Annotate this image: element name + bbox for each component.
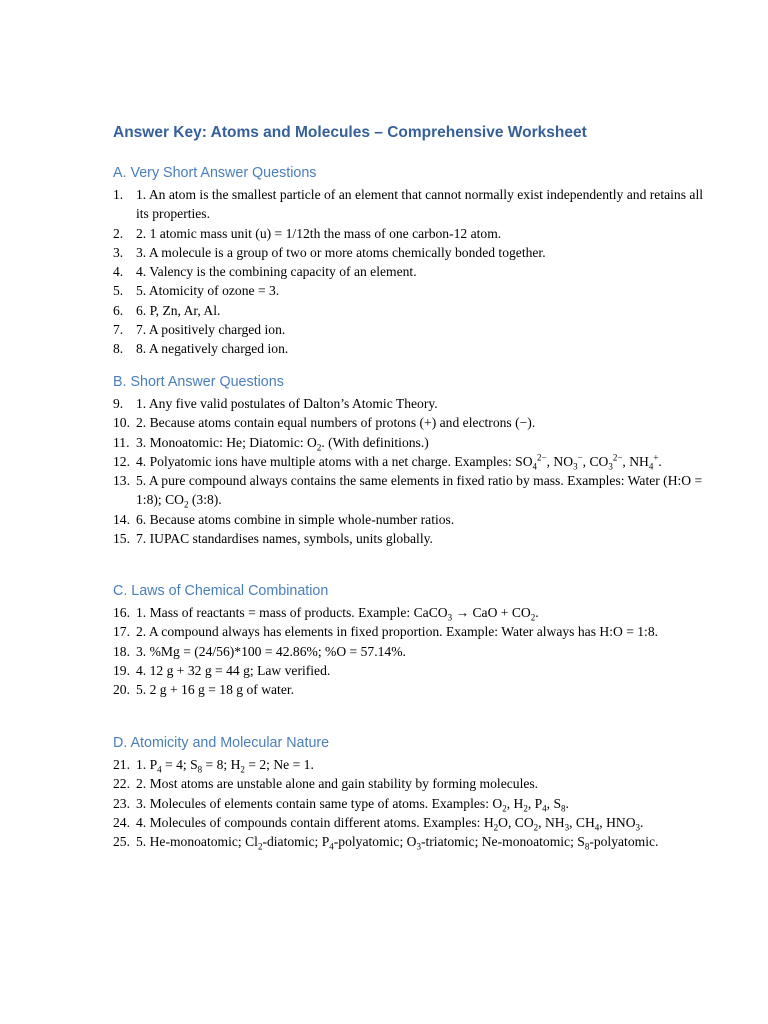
- answer-number: 20.: [113, 682, 130, 698]
- superscript: 2−: [612, 452, 623, 463]
- answer-item: [113, 642, 708, 661]
- answer-text: [136, 452, 708, 471]
- subscript: 8: [584, 841, 590, 852]
- answer-item: [113, 813, 708, 832]
- subscript: 3: [635, 822, 641, 833]
- answer-item: [113, 794, 708, 813]
- answer-item: [113, 433, 708, 452]
- answer-number: 11.: [113, 434, 130, 450]
- section-very-short-answer: [113, 164, 708, 359]
- answer-item: [113, 452, 708, 471]
- answer-number: 19.: [113, 662, 130, 678]
- subscript: 4: [542, 803, 547, 814]
- answer-number: 10.: [113, 415, 130, 431]
- answer-number: 15.: [113, 531, 130, 547]
- answer-text: [136, 832, 708, 851]
- text-run: -diatomic; P: [262, 834, 330, 850]
- superscript: +: [653, 452, 659, 463]
- answer-number: 8.: [113, 341, 124, 357]
- answer-text: [136, 642, 708, 661]
- answer-item: [113, 394, 708, 413]
- answer-number: 16.: [113, 605, 130, 620]
- text-run: , P: [527, 795, 543, 811]
- answer-item: [113, 243, 708, 262]
- answer-text: [136, 224, 708, 243]
- text-run: = 2; Ne = 1.: [244, 757, 314, 772]
- answer-item: [113, 281, 708, 300]
- answer-text: [136, 301, 708, 320]
- answer-text: [136, 185, 708, 224]
- text-run: , CH: [569, 814, 595, 830]
- text-run: 3. Molecules of elements contain same type of atoms. Examples: O: [136, 795, 503, 811]
- answer-text: [136, 413, 708, 432]
- text-run: , H: [506, 795, 524, 811]
- text-run: 2. Most atoms are unstable alone and gain stability by forming molecules.: [136, 776, 539, 792]
- answer-number: 24.: [113, 814, 130, 830]
- subscript: 3: [564, 822, 570, 833]
- answer-number: 4.: [113, 264, 124, 280]
- superscript: −: [577, 452, 583, 463]
- subscript: 4: [157, 764, 162, 775]
- text-run: 5. A pure compound always contains the same elements in fixed ratio by mass. Examples: Water (H:O = 1:8); CO: [136, 473, 703, 508]
- text-run: -polyatomic.: [589, 834, 659, 850]
- text-run: 1. An atom is the smallest particle of an element that cannot normally exist independently and retains all its properties.: [136, 187, 704, 222]
- section-heading: A. Very Short Answer Questions: [113, 165, 317, 181]
- answer-text: [136, 755, 708, 774]
- answer-number: 17.: [113, 624, 130, 640]
- text-run: → CaO + CO: [452, 605, 531, 620]
- subscript: 4: [329, 841, 334, 852]
- text-run: .: [640, 814, 644, 830]
- subscript: 3: [608, 461, 613, 472]
- answer-text: [136, 680, 708, 699]
- section-atomicity-molecular-nature: [113, 734, 708, 851]
- answer-number: 18.: [113, 643, 130, 659]
- text-run: , S: [546, 795, 562, 811]
- answer-item: [113, 755, 708, 774]
- answer-text: [136, 529, 708, 548]
- answer-number: 9.: [113, 396, 124, 411]
- text-run: 6. Because atoms combine in simple whole-number ratios.: [136, 511, 455, 527]
- text-run: 3. %Mg = (24/56)*100 = 42.86%; %O = 57.14%.: [136, 643, 406, 659]
- text-run: (3:8).: [188, 492, 222, 508]
- text-run: , NH: [622, 453, 649, 469]
- subscript: 2: [533, 822, 539, 833]
- answer-text: [136, 262, 708, 281]
- answer-number: 6.: [113, 302, 124, 318]
- text-run: 1. Any five valid postulates of Dalton’s Atomic Theory.: [136, 396, 438, 411]
- text-run: . (With definitions.): [321, 434, 429, 450]
- subscript: 4: [532, 461, 538, 472]
- answer-item: [113, 832, 708, 851]
- text-run: , HNO: [599, 814, 636, 830]
- answer-list: [113, 394, 708, 548]
- section-heading: C. Laws of Chemical Combination: [113, 583, 329, 599]
- text-run: 4. Molecules of compounds contain different atoms. Examples: H: [136, 814, 494, 830]
- section-heading: D. Atomicity and Molecular Nature: [113, 735, 330, 751]
- answer-number: 14.: [113, 511, 130, 527]
- answer-text: [136, 622, 708, 641]
- section-heading: B. Short Answer Questions: [113, 374, 284, 390]
- section-short-answer: [113, 373, 708, 548]
- answer-item: [113, 510, 708, 529]
- subscript: 2: [240, 764, 245, 775]
- answer-item: [113, 529, 708, 548]
- text-run: 6. P, Zn, Ar, Al.: [136, 302, 221, 318]
- text-run: , NH: [538, 814, 565, 830]
- answer-list: [113, 755, 708, 851]
- answer-number: 12.: [113, 453, 130, 469]
- answer-text: [136, 433, 708, 452]
- subscript: 8: [197, 764, 203, 775]
- text-run: = 8; H: [202, 757, 241, 772]
- answer-text: [136, 813, 708, 832]
- text-run: 4. 12 g + 32 g = 44 g; Law verified.: [136, 662, 331, 678]
- text-run: 4. Polyatomic ions have multiple atoms with a net charge. Examples: SO: [136, 453, 533, 469]
- text-run: .: [565, 795, 569, 811]
- answer-number: 2.: [113, 225, 124, 241]
- text-run: 2. 1 atomic mass unit (u) = 1/12th the mass of one carbon-12 atom.: [136, 225, 502, 241]
- subscript: 2: [530, 612, 536, 623]
- subscript: 3: [573, 461, 578, 472]
- page-title: Answer Key: Atoms and Molecules – Comprehensive Worksheet: [113, 124, 587, 141]
- text-run: 5. He-monoatomic; Cl: [136, 834, 258, 850]
- answer-item: [113, 680, 708, 699]
- subscript: 2: [316, 442, 322, 453]
- answer-text: [136, 661, 708, 680]
- answer-number: 1.: [113, 187, 124, 202]
- text-run: O, CO: [498, 814, 534, 830]
- answer-item: [113, 413, 708, 432]
- text-run: 1. P: [136, 757, 158, 772]
- text-run: 5. Atomicity of ozone = 3.: [136, 283, 280, 299]
- answer-item: [113, 471, 708, 510]
- answer-text: [136, 510, 708, 529]
- text-run: 3. Monoatomic: He; Diatomic: O: [136, 434, 317, 450]
- subscript: 8: [561, 803, 566, 814]
- answer-number: 21.: [113, 757, 130, 772]
- answer-text: [136, 794, 708, 813]
- answer-text: [136, 320, 708, 339]
- text-run: 2. Because atoms contain equal numbers of protons (+) and electrons (−).: [136, 415, 536, 431]
- text-run: 3. A molecule is a group of two or more atoms chemically bonded together.: [136, 244, 546, 260]
- answer-number: 7.: [113, 322, 124, 338]
- answer-item: [113, 224, 708, 243]
- answer-list: [113, 603, 708, 699]
- subscript: 2: [493, 822, 499, 833]
- text-run: = 4; S: [161, 757, 198, 772]
- answer-item: [113, 185, 708, 224]
- answer-text: [136, 339, 708, 358]
- text-run: 2. A compound always has elements in fixed proportion. Example: Water always has H:O = 1:8.: [136, 624, 659, 640]
- subscript: 2: [502, 803, 507, 814]
- answer-item: [113, 339, 708, 358]
- answer-text: [136, 394, 708, 413]
- subscript: 2: [183, 500, 189, 511]
- answer-item: [113, 301, 708, 320]
- answer-text: [136, 603, 708, 622]
- answer-number: 22.: [113, 776, 130, 792]
- answer-text: [136, 774, 708, 793]
- text-run: 8. A negatively charged ion.: [136, 341, 289, 357]
- answer-item: [113, 622, 708, 641]
- superscript: 2−: [537, 452, 547, 463]
- answer-item: [113, 262, 708, 281]
- text-run: -triatomic; Ne-monoatomic; S: [420, 834, 585, 850]
- subscript: 3: [416, 841, 421, 852]
- subscript: 3: [447, 612, 453, 623]
- text-run: 7. A positively charged ion.: [136, 322, 286, 338]
- text-run: , NO: [546, 453, 574, 469]
- text-run: , CO: [582, 453, 609, 469]
- answer-item: [113, 603, 708, 622]
- subscript: 2: [257, 841, 263, 852]
- subscript: 4: [594, 822, 600, 833]
- text-run: -polyatomic; O: [333, 834, 417, 850]
- section-laws-of-chemical-combination: [113, 582, 708, 699]
- answer-list: [113, 185, 708, 359]
- answer-text: [136, 281, 708, 300]
- text-run: .: [658, 453, 662, 469]
- text-run: .: [535, 605, 539, 620]
- text-run: 1. Mass of reactants = mass of products. Example: CaCO: [136, 605, 448, 620]
- text-run: 7. IUPAC standardises names, symbols, units globally.: [136, 531, 433, 547]
- answer-number: 3.: [113, 244, 124, 260]
- answer-text: [136, 243, 708, 262]
- answer-item: [113, 661, 708, 680]
- subscript: 2: [523, 803, 528, 814]
- text-run: 5. 2 g + 16 g = 18 g of water.: [136, 682, 295, 698]
- answer-number: 13.: [113, 473, 130, 489]
- answer-number: 5.: [113, 283, 124, 299]
- subscript: 4: [648, 461, 654, 472]
- answer-number: 23.: [113, 795, 130, 811]
- text-run: 4. Valency is the combining capacity of an element.: [136, 264, 417, 280]
- answer-item: [113, 320, 708, 339]
- answer-text: [136, 471, 708, 510]
- answer-item: [113, 774, 708, 793]
- answer-number: 25.: [113, 834, 130, 850]
